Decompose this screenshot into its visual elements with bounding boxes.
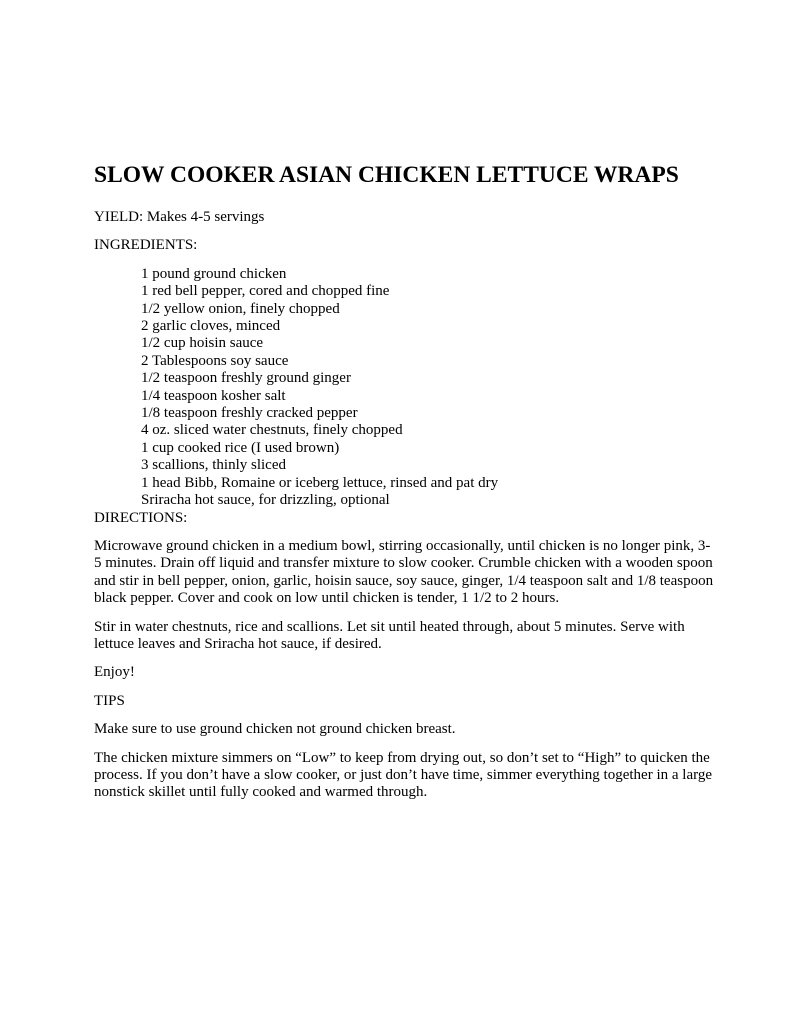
directions-step-1: Microwave ground chicken in a medium bowl, stirring occasionally, until chicken is no longer pink, 3-5 minutes. Drain off liquid and transfer mixture to slow cooker. Crumble chicken with a wooden spoon and stir in bell pepper, onion, garlic, hoisin sauce, soy sauce, ginger, 1/4 teaspoon salt and 1/8 teaspoon black pepper. Cover and cook on low until chicken is tender, 1 1/2 to 2 hours. [94,537,714,607]
recipe-document [94,158,714,802]
ingredient-item: Sriracha hot sauce, for drizzling, optional [141,492,390,509]
enjoy-text: Enjoy! [94,664,135,681]
ingredient-item: 1/4 teaspoon kosher salt [141,387,286,404]
ingredient-item: 3 scallions, thinly sliced [141,457,286,474]
ingredient-item: 1 pound ground chicken [141,265,287,282]
recipe-title: SLOW COOKER ASIAN CHICKEN LETTUCE WRAPS [94,162,679,188]
tips-heading: TIPS [94,692,125,709]
tip-2: The chicken mixture simmers on “Low” to keep from drying out, so don’t set to “High” to quicken the process. If you don’t have a slow cooker, or just don’t have time, simmer everything together in a large nonstick skillet until fully cooked and warmed through. [94,749,712,801]
ingredient-item: 2 garlic cloves, minced [141,318,281,335]
ingredients-list [94,266,714,510]
ingredients-heading: INGREDIENTS: [94,237,198,254]
ingredient-item: 1/8 teaspoon freshly cracked pepper [141,405,358,422]
ingredient-item: 1 head Bibb, Romaine or iceberg lettuce, rinsed and pat dry [141,474,499,491]
yield-text: YIELD: Makes 4-5 servings [94,209,265,225]
directions-heading: DIRECTIONS: [94,509,188,526]
directions-step-2: Stir in water chestnuts, rice and scallions. Let sit until heated through, about 5 minutes. Serve with lettuce leaves and Sriracha hot sauce, if desired. [94,618,685,652]
ingredient-item: 1/2 yellow onion, finely chopped [141,300,340,317]
ingredient-item: 1 cup cooked rice (I used brown) [141,439,340,456]
ingredient-item: 1 red bell pepper, cored and chopped fine [141,283,390,300]
ingredient-item: 1/2 teaspoon freshly ground ginger [141,370,351,387]
tip-1: Make sure to use ground chicken not ground chicken breast. [94,721,456,738]
ingredient-item: 2 Tablespoons soy sauce [141,352,289,369]
ingredient-item: 1/2 cup hoisin sauce [141,335,264,352]
ingredient-item: 4 oz. sliced water chestnuts, finely chopped [141,422,403,439]
